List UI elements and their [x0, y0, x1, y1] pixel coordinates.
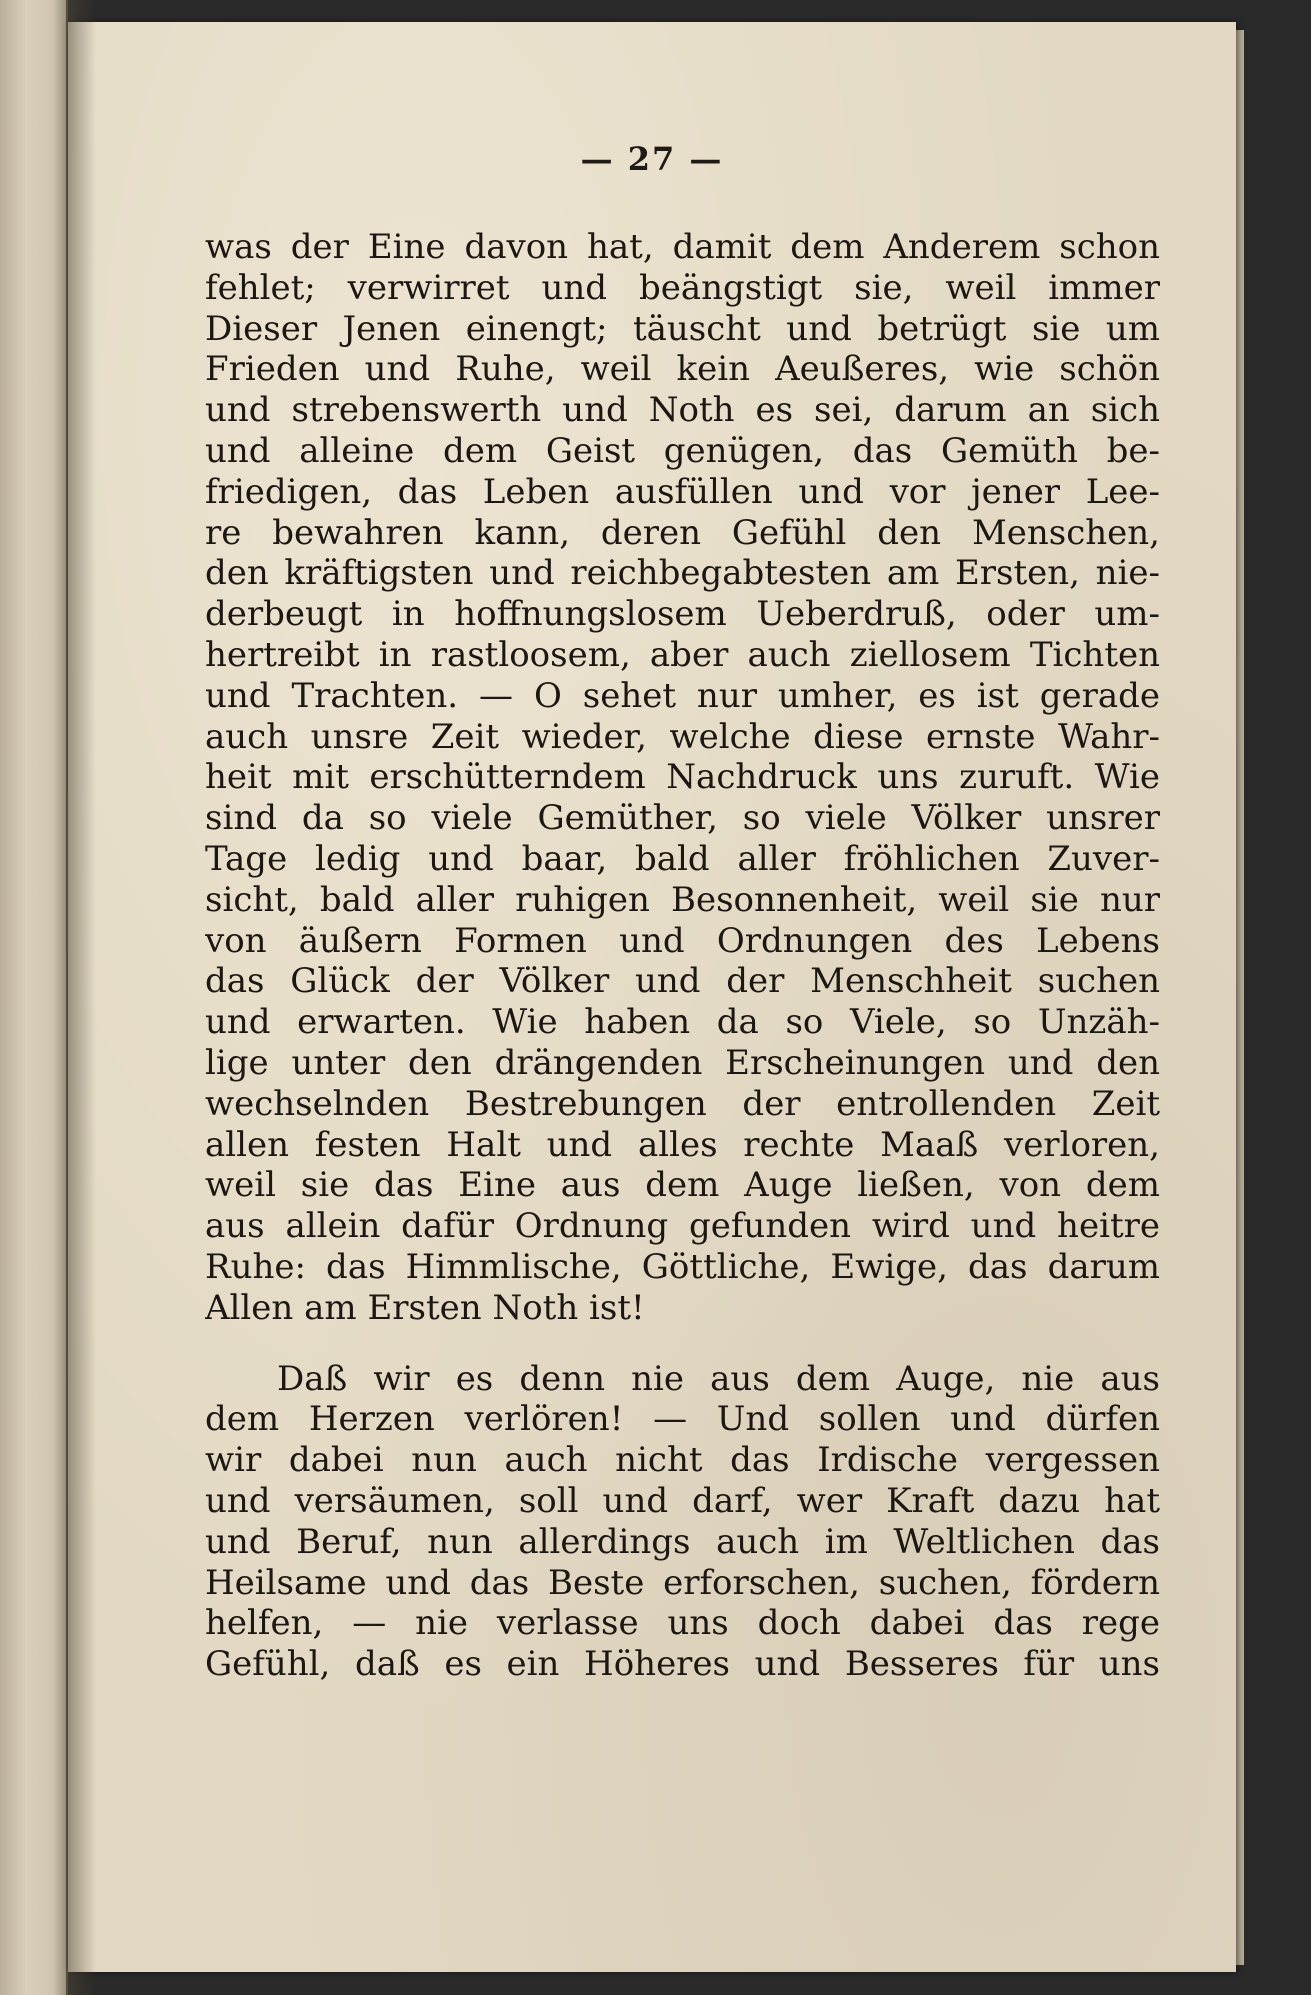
text-line: das Glück der Völker und der Menschheit suchen	[205, 961, 1160, 1002]
text-line: Ruhe: das Himmlische, Göttliche, Ewige, das darum	[205, 1246, 1160, 1287]
text-line: fehlet; verwirret und beängstigt sie, weil immer	[205, 267, 1160, 308]
text-line: auch unsre Zeit wieder, welche diese ernste Wahr-	[205, 716, 1160, 757]
left-page-edge	[0, 0, 68, 1995]
text-line: Gefühl, daß es ein Höheres und Besseres für uns	[205, 1644, 1160, 1685]
text-line: wechselnden Bestrebungen der entrollenden Zeit	[205, 1083, 1160, 1124]
text-line: den kräftigsten und reichbegabtesten am Ersten, nie-	[205, 553, 1160, 594]
text-line: dem Herzen verlören! — Und sollen und dürfen	[205, 1399, 1160, 1440]
text-line: heit mit erschütterndem Nachdruck uns zuruft. Wie	[205, 757, 1160, 798]
text-line: weil sie das Eine aus dem Auge ließen, von dem	[205, 1165, 1160, 1206]
text-line: und erwarten. Wie haben da so Viele, so Unzäh-	[205, 1002, 1160, 1043]
text-line: hertreibt in rastloosem, aber auch ziellosem Tichten	[205, 634, 1160, 675]
text-line: re bewahren kann, deren Gefühl den Menschen,	[205, 512, 1160, 553]
text-line: Daß wir es denn nie aus dem Auge, nie aus	[277, 1358, 1160, 1399]
text-line: Heilsame und das Beste erforschen, suchen, fördern	[205, 1562, 1160, 1603]
book-page	[68, 22, 1236, 1972]
text-line: helfen, — nie verlasse uns doch dabei das rege	[205, 1603, 1160, 1644]
right-page-edge	[1236, 30, 1244, 1965]
text-line: und Beruf, nun allerdings auch im Weltlichen das	[205, 1521, 1160, 1562]
text-line: allen festen Halt und alles rechte Maaß verloren,	[205, 1124, 1160, 1165]
text-line: sind da so viele Gemüther, so viele Völker unsrer	[205, 798, 1160, 839]
text-line: Tage ledig und baar, bald aller fröhlichen Zuver-	[205, 838, 1160, 879]
text-line: Frieden und Ruhe, weil kein Aeußeres, wie schön	[205, 349, 1160, 390]
text-line: wir dabei nun auch nicht das Irdische vergessen	[205, 1440, 1160, 1481]
body-text	[205, 227, 1160, 1685]
text-line: derbeugt in hoffnungslosem Ueberdruß, oder um-	[205, 594, 1160, 635]
text-line: und versäumen, soll und darf, wer Kraft dazu hat	[205, 1480, 1160, 1521]
text-line: Dieser Jenen einengt; täuscht und betrügt sie um	[205, 308, 1160, 349]
text-line: sicht, bald aller ruhigen Besonnenheit, weil sie nur	[205, 879, 1160, 920]
text-line: und alleine dem Geist genügen, das Gemüth be-	[205, 430, 1160, 471]
spine-shadow	[66, 0, 96, 1995]
text-line: Allen am Ersten Noth ist!	[205, 1287, 645, 1328]
text-line: und strebenswerth und Noth es sei, darum an sich	[205, 390, 1160, 431]
paragraph-gap	[205, 1329, 1160, 1359]
text-line: und Trachten. — O sehet nur umher, es ist gerade	[205, 675, 1160, 716]
text-line: was der Eine davon hat, damit dem Anderem schon	[205, 227, 1160, 267]
text-line: lige unter den drängenden Erscheinungen und den	[205, 1042, 1160, 1083]
text-line: friedigen, das Leben ausfüllen und vor jener Lee-	[205, 471, 1160, 512]
paragraph-1	[205, 227, 1160, 1329]
paragraph-2	[205, 1359, 1160, 1685]
text-line: von äußern Formen und Ordnungen des Lebens	[205, 920, 1160, 961]
text-line: aus allein dafür Ordnung gefunden wird und heitre	[205, 1206, 1160, 1247]
page-number: — 27 —	[580, 140, 724, 178]
